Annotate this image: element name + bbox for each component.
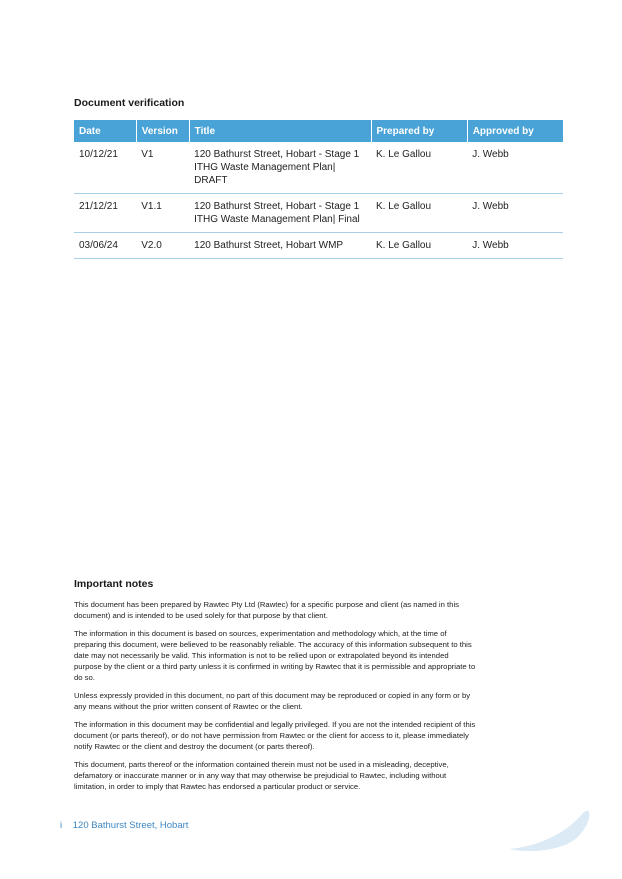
cell-date: 10/12/21	[74, 142, 136, 194]
cell-prepared-by: K. Le Gallou	[371, 194, 467, 233]
notes-paragraph: The information in this document may be confidential and legally privileged. If you are not the intended recipient of this document (or parts thereof), or do not have permission from Rawtec or the client for access to it, please immediately notify Rawtec or the client and destroy the document (or parts thereof).	[74, 720, 476, 751]
table-row	[74, 233, 563, 259]
cell-date: 21/12/21	[74, 194, 136, 233]
column-header-prepared-by: Prepared by	[371, 120, 467, 142]
notes-paragraph: The information in this document is based on sources, experimentation and methodology which, at the time of preparing this document, were believed to be reasonably reliable. The accuracy of this information subsequent to this date may not necessarily be valid. This information is not to be relied upon or extrapolated beyond its intended purpose by the client or a third party unless it is confirmed in writing by Rawtec that it is permissible and appropriate to do so.	[74, 629, 476, 682]
verification-table	[74, 120, 563, 259]
page-number: i	[60, 820, 63, 831]
table-row	[74, 194, 563, 233]
cell-version: V1.1	[136, 194, 189, 233]
notes-paragraph: This document has been prepared by Rawtec Pty Ltd (Rawtec) for a specific purpose and client (as named in this document) and is intended to be used solely for that purpose by that client.	[74, 600, 459, 620]
column-header-date: Date	[74, 120, 136, 142]
notes-paragraph: This document, parts thereof or the information contained therein must not be used in a misleading, deceptive, defamatory or inaccurate manner or in any way that may otherwise be prejudicial to Rawtec, including without limitation, in order to imply that Rawtec has endorsed a particular product or service.	[74, 760, 449, 791]
footer-title: 120 Bathurst Street, Hobart	[72, 820, 189, 831]
cell-prepared-by: K. Le Gallou	[371, 233, 467, 259]
notes-paragraph: Unless expressly provided in this document, no part of this document may be reproduced or copied in any form or by any means without the prior written consent of Rawtec or the client.	[74, 691, 471, 711]
cell-title: 120 Bathurst Street, Hobart - Stage 1 ITHG Waste Management Plan| DRAFT	[189, 142, 371, 194]
verification-heading: Document verification	[74, 97, 185, 109]
column-header-approved-by: Approved by	[467, 120, 563, 142]
cell-title: 120 Bathurst Street, Hobart - Stage 1 ITHG Waste Management Plan| Final	[189, 194, 371, 233]
column-header-title: Title	[189, 120, 371, 142]
swoosh-shape	[509, 810, 589, 851]
cell-title: 120 Bathurst Street, Hobart WMP	[189, 233, 371, 259]
cell-version: V1	[136, 142, 189, 194]
table-header-row	[74, 120, 563, 142]
cell-version: V2.0	[136, 233, 189, 259]
notes-heading: Important notes	[74, 578, 154, 590]
cell-approved-by: J. Webb	[467, 194, 563, 233]
page-footer	[60, 820, 188, 831]
cell-date: 03/06/24	[74, 233, 136, 259]
column-header-version: Version	[136, 120, 189, 142]
cell-approved-by: J. Webb	[467, 142, 563, 194]
cell-approved-by: J. Webb	[467, 233, 563, 259]
cell-prepared-by: K. Le Gallou	[371, 142, 467, 194]
important-notes-section	[74, 578, 476, 799]
decorative-swoosh-icon	[505, 805, 595, 855]
table-row	[74, 142, 563, 194]
